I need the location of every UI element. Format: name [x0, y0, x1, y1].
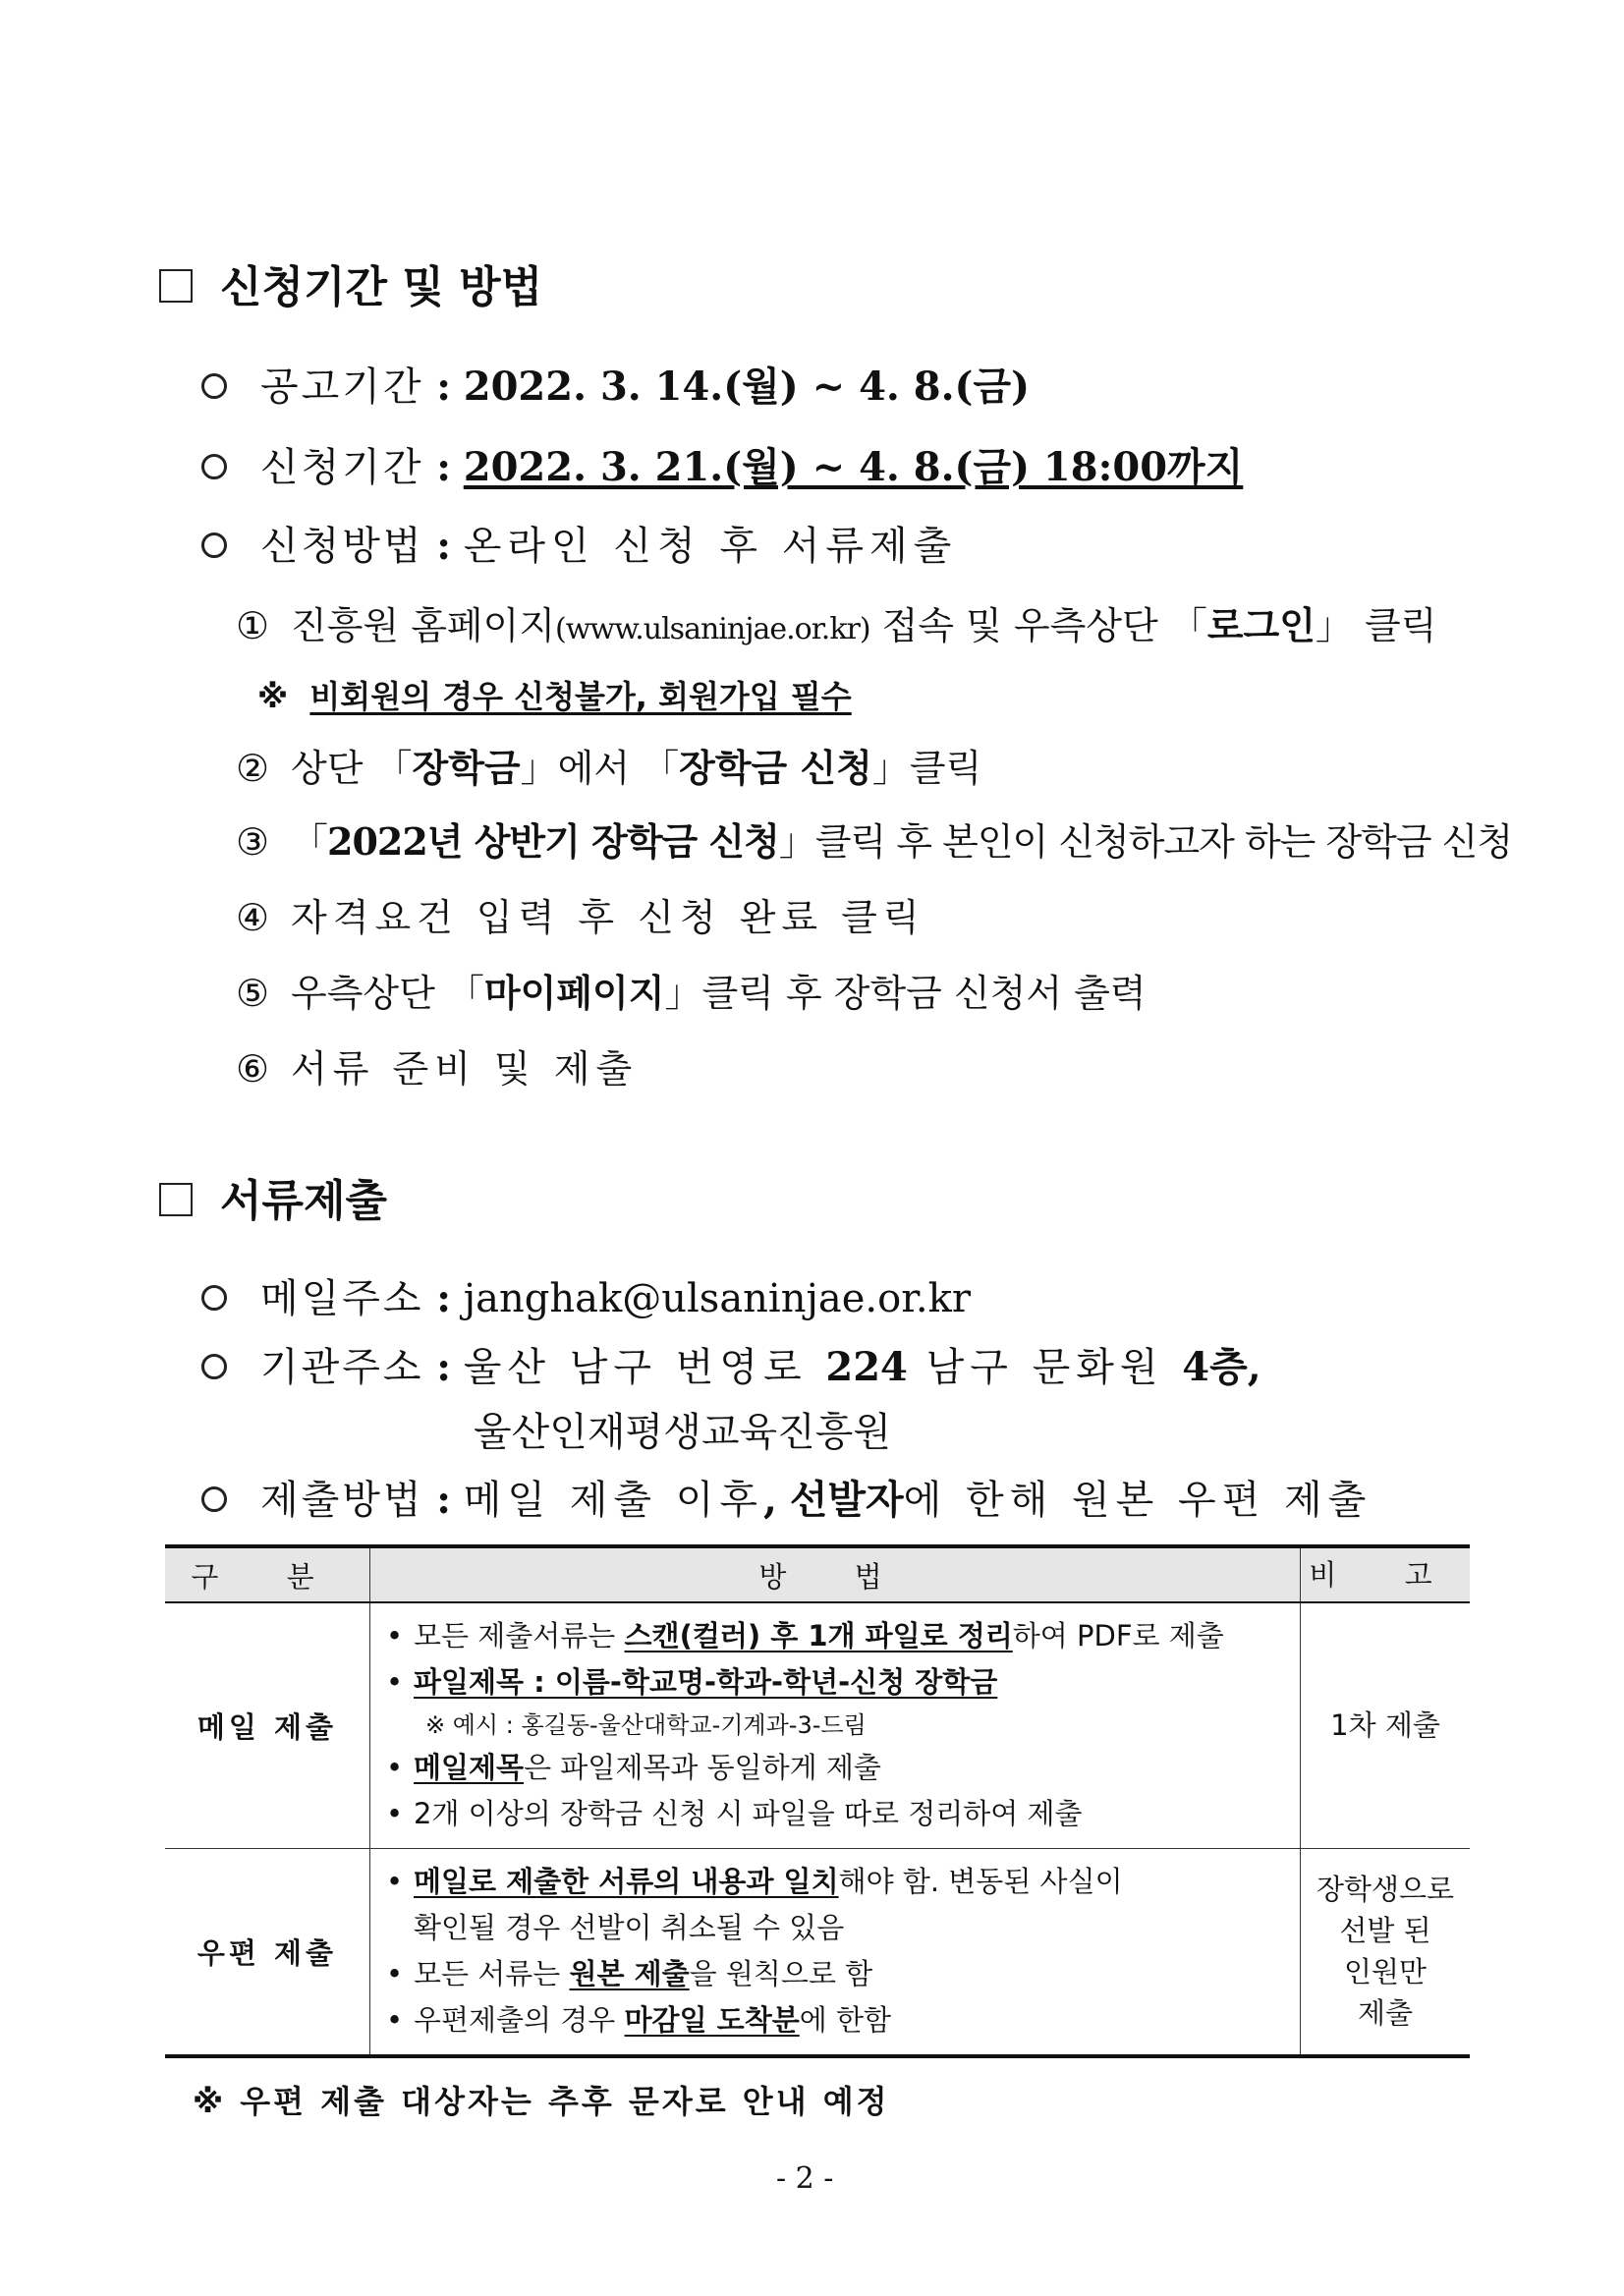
- section-heading-documents: [159, 1165, 387, 1228]
- application-method-value: 온라인 신청 후 서류제출: [463, 524, 958, 569]
- row-note: 1차 제출: [1301, 1602, 1471, 1848]
- circle-bullet-icon: [201, 1354, 227, 1379]
- list-item: • 모든 서류는 원본 제출을 원칙으로 함: [386, 1957, 873, 1991]
- section-title: 서류제출: [220, 1176, 388, 1226]
- row-note: 장학생으로 선발 된 인원만 제출: [1301, 1848, 1471, 2056]
- member-note: ※ 비회원의 경우 신청불가, 회원가입 필수: [257, 678, 852, 715]
- table-row: [165, 1602, 1470, 1848]
- row-type: 메일 제출: [165, 1602, 370, 1848]
- info-row-submission-method: 제출방법 : 메일 제출 이후, 선발자에 한해 원본 우편 제출: [201, 1469, 1372, 1525]
- homepage-url: (www.ulsaninjae.or.kr): [555, 612, 870, 646]
- step-2: ② 상단 「장학금」에서 「장학금 신청」클릭: [236, 746, 982, 790]
- step-4: ④ 자격요건 입력 후 신청 완료 클릭: [236, 896, 925, 939]
- notice-period-value: 2022. 3. 14.(월) ~ 4. 8.(금): [463, 364, 1031, 410]
- table-header: 방 법: [370, 1546, 1301, 1602]
- list-item: • 파일제목 : 이름-학교명-학과-학년-신청 장학금: [386, 1665, 998, 1700]
- list-item: • 모든 제출서류는 스캔(컬러) 후 1개 파일로 정리하여 PDF로 제출: [386, 1619, 1224, 1653]
- step-3: ③ 「2022년 상반기 장학금 신청」클릭 후 본인이 신청하고자 하는 장학금 신청: [236, 819, 1513, 864]
- row-method: [370, 1848, 1301, 2056]
- info-row-application-period: 신청기간 : 2022. 3. 21.(월) ~ 4. 8.(금) 18:00까지: [201, 436, 1243, 492]
- checkbox-square-icon: [159, 269, 193, 303]
- submission-table: [165, 1544, 1470, 2058]
- section-heading-application: [159, 252, 542, 314]
- section-title: 신청기간 및 방법: [220, 262, 543, 312]
- info-row-notice-period: 공고기간 : 2022. 3. 14.(월) ~ 4. 8.(금): [201, 356, 1030, 412]
- table-header-row: [165, 1546, 1470, 1602]
- page-number: - 2 -: [776, 2161, 834, 2196]
- circle-bullet-icon: [201, 1486, 227, 1512]
- circle-bullet-icon: [201, 454, 227, 479]
- address-line-2: 울산인재평생교육진흥원: [474, 1410, 892, 1455]
- row-type: 우편 제출: [165, 1848, 370, 2056]
- info-row-email: 메일주소 : janghak@ulsaninjae.or.kr: [201, 1267, 971, 1323]
- application-period-value: 2022. 3. 21.(월) ~ 4. 8.(금) 18:00까지: [463, 444, 1244, 490]
- list-item-continued: 확인될 경우 선발이 취소될 수 있음: [414, 1911, 845, 1945]
- email-address: janghak@ulsaninjae.or.kr: [463, 1276, 971, 1321]
- footer-note: ※ 우편 제출 대상자는 추후 문자로 안내 예정: [193, 2083, 890, 2120]
- circle-bullet-icon: [201, 373, 227, 399]
- table-header: 비 고: [1301, 1546, 1471, 1602]
- circle-bullet-icon: [201, 532, 227, 558]
- list-item: • 메일제목은 파일제목과 동일하게 제출: [386, 1751, 881, 1785]
- list-item: • 우편제출의 경우 마감일 도착분에 한함: [386, 2003, 891, 2038]
- step-5: ⑤ 우측상단 「마이페이지」클릭 후 장학금 신청서 출력: [236, 971, 1147, 1015]
- circle-bullet-icon: [201, 1285, 227, 1311]
- table-row: [165, 1848, 1470, 2056]
- list-item: • 2개 이상의 장학금 신청 시 파일을 따로 정리하여 제출: [386, 1797, 1083, 1831]
- list-item: • 메일로 제출한 서류의 내용과 일치해야 함. 변동된 사실이: [386, 1865, 1123, 1899]
- step-1: ① 진흥원 홈페이지(www.ulsaninjae.or.kr) 접속 및 우측상단 「로그인」 클릭: [236, 603, 1437, 647]
- step-6: ⑥ 서류 준비 및 제출: [236, 1047, 639, 1091]
- info-row-application-method: 신청방법 : 온라인 신청 후 서류제출: [201, 515, 957, 571]
- table-header: 구 분: [165, 1546, 370, 1602]
- info-row-address: 기관주소 : 울산 남구 번영로 224 남구 문화원 4층,: [201, 1336, 1261, 1392]
- example-note: ※ 예시 : 홍길동-울산대학교-기계과-3-드림: [425, 1711, 867, 1740]
- row-method: [370, 1602, 1301, 1848]
- checkbox-square-icon: [159, 1183, 193, 1216]
